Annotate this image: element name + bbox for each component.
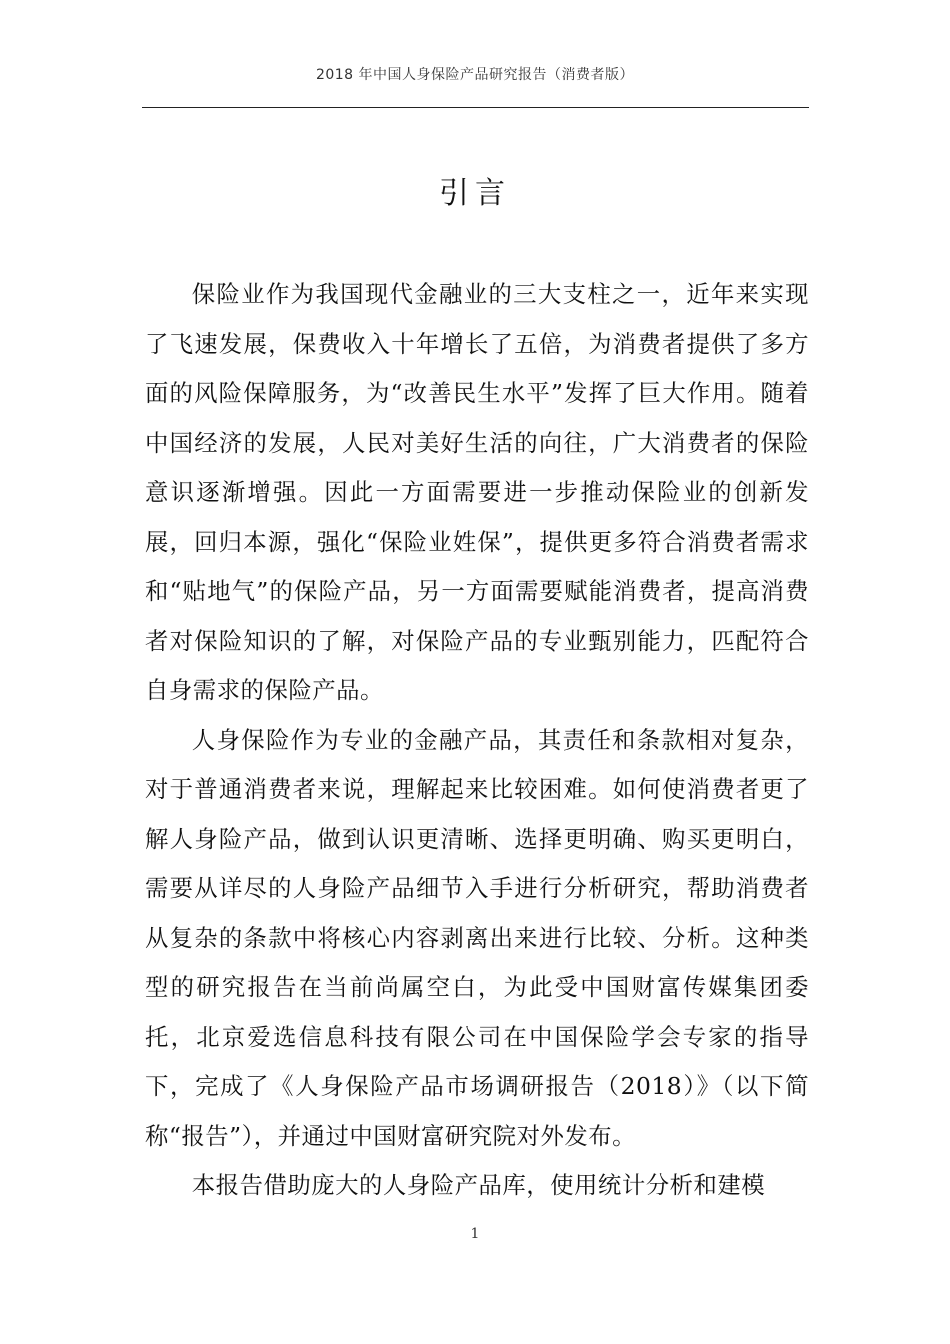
paragraph: 保险业作为我国现代金融业的三大支柱之一，近年来实现了飞速发展，保费收入十年增长了五倍，为消费者提供了多方面的风险保障服务，为“改善民生水平”发挥了巨大作用。随着中国经济的发展，人民对美好生活的向往，广大消费者的保险意识逐渐增强。因此一方面需要进一步推动保险业的创新发展，回归本源，强化“保险业姓保”，提供更多符合消费者需求和“贴地气”的保险产品，另一方面需要赋能消费者，提高消费者对保险知识的了解，对保险产品的专业甄别能力，匹配符合自身需求的保险产品。 (145, 280, 809, 704)
paragraph: 人身保险作为专业的金融产品，其责任和条款相对复杂，对于普通消费者来说，理解起来比较困难。如何使消费者更了解人身险产品，做到认识更清晰、选择更明确、购买更明白，需要从详尽的人身险产品细节入手进行分析研究，帮助消费者从复杂的条款中将核心内容剥离出来进行比较、分析。这种类型的研究报告在当前尚属空白，为此受中国财富传媒集团委托，北京爱选信息科技有限公司在中国保险学会专家的指导下，完成了《人身保险产品市场调研报告（2018）》（以下简称“报告”），并通过中国财富研究院对外发布。 (145, 725, 809, 1150)
body-text (145, 270, 809, 1211)
running-header: 2018 年中国人身保险产品研究报告（消费者版） (315, 67, 635, 83)
header-divider (142, 107, 809, 108)
paragraph: 本报告借助庞大的人身险产品库，使用统计分析和建模 (191, 1171, 766, 1199)
page-title: 引言 (439, 176, 511, 211)
page-number: 1 (470, 1226, 480, 1242)
